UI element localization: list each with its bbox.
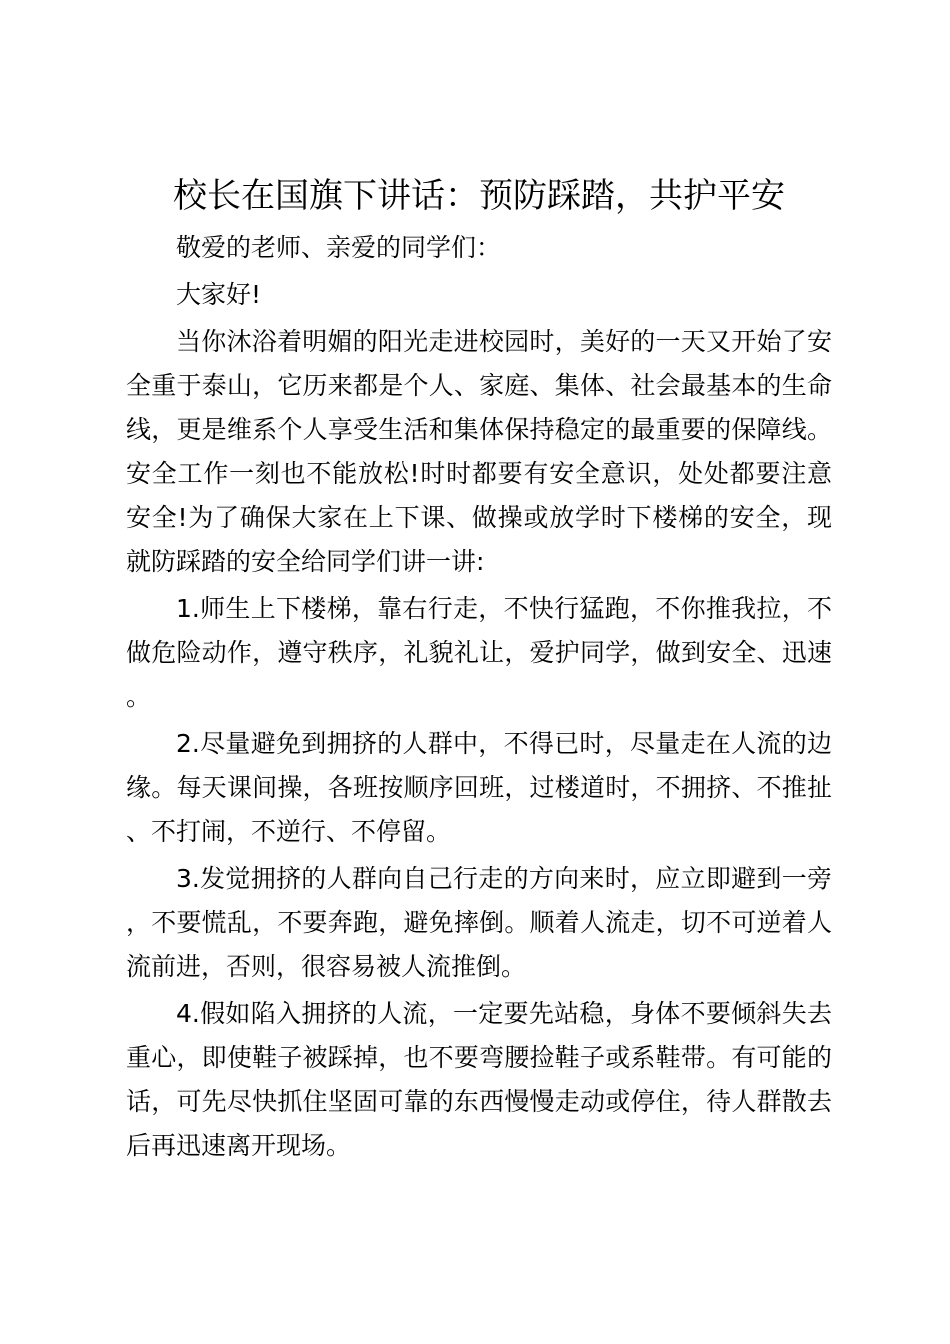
rule-2-paragraph: 2.尽量避免到拥挤的人群中，不得已时，尽量走在人流的边缘。每天课间操，各班按顺序回班，过楼道时，不拥挤、不推扯、不打闹，不逆行、不停留。: [126, 729, 832, 846]
rule-4-paragraph: 4.假如陷入拥挤的人流，一定要先站稳，身体不要倾斜失去重心，即使鞋子被踩掉，也不要弯腰捡鞋子或系鞋带。有可能的话，可先尽快抓住坚固可靠的东西慢慢走动或停住，待人群散去后再迅速离开现场。: [126, 999, 832, 1160]
rule-1-paragraph: 1.师生上下楼梯，靠右行走，不快行猛跑，不你推我拉，不做危险动作，遵守秩序，礼貌礼让，爱护同学，做到安全、迅速。: [126, 594, 832, 711]
document-title: 校长在国旗下讲话：预防踩踏，共护平安: [173, 176, 785, 216]
greeting-paragraph: 大家好!: [176, 280, 262, 309]
salutation-paragraph: 敬爱的老师、亲爱的同学们：: [176, 233, 502, 262]
intro-paragraph: 当你沐浴着明媚的阳光走进校园时，美好的一天又开始了安全重于泰山，它历来都是个人、家庭、集体、社会最基本的生命线，更是维系个人享受生活和集体保持稳定的最重要的保障线。安全工作一刻也不能放松!时时都要有安全意识，处处都要注意安全!为了确保大家在上下课、做操或放学时下楼梯的安全，现就防踩踏的安全给同学们讲一讲:: [126, 327, 832, 576]
document-body: [126, 226, 832, 1168]
rule-3-paragraph: 3.发觉拥挤的人群向自己行走的方向来时，应立即避到一旁，不要慌乱，不要奔跑，避免摔倒。顺着人流走，切不可逆着人流前进，否则，很容易被人流推倒。: [126, 864, 832, 981]
